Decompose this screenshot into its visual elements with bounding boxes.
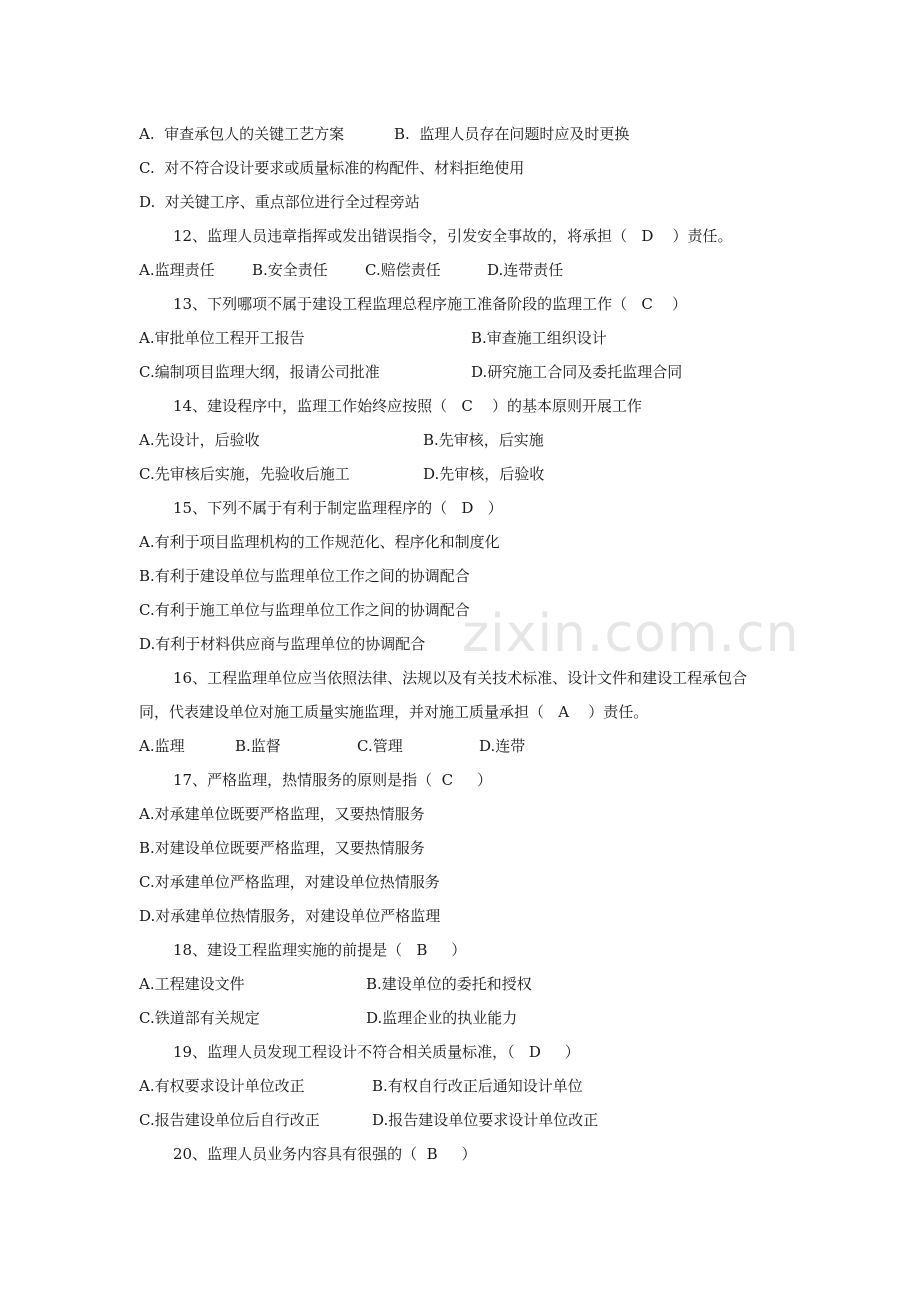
question-14: 14、建设程序中，监理工作始终应按照（ C ）的基本原则开展工作	[173, 397, 642, 415]
option-line: D.报告建设单位要求设计单位改正	[372, 1111, 599, 1129]
option-line: A.有权要求设计单位改正	[139, 1077, 305, 1095]
question-17: 17、严格监理，热情服务的原则是指（ C ）	[173, 771, 492, 789]
option-line: B.安全责任	[252, 261, 328, 279]
option-line: C.编制项目监理大纲，报请公司批准	[139, 363, 380, 381]
option-line: C.赔偿责任	[365, 261, 441, 279]
option-line: B. 监理人员存在问题时应及时更换	[394, 125, 630, 143]
option-line: D.对承建单位热情服务，对建设单位严格监理	[139, 907, 441, 925]
question-20: 20、监理人员业务内容具有很强的（ B ）	[173, 1145, 477, 1163]
question-13: 13、下列哪项不属于建设工程监理总程序施工准备阶段的监理工作（ C ）	[173, 295, 687, 313]
option-line: A.监理	[139, 737, 185, 755]
option-line: C.管理	[357, 737, 403, 755]
option-line: D. 对关键工序、重点部位进行全过程旁站	[139, 193, 420, 211]
question-18: 18、建设工程监理实施的前提是（ B ）	[173, 941, 467, 959]
option-line: C.有利于施工单位与监理单位工作之间的协调配合	[139, 601, 470, 619]
option-line: A.先设计，后验收	[139, 431, 260, 449]
option-line: A.监理责任	[139, 261, 215, 279]
option-line: D.先审核，后验收	[423, 465, 545, 483]
option-line: C.对承建单位严格监理，对建设单位热情服务	[139, 873, 440, 891]
question-16: 16、工程监理单位应当依照法律、法规以及有关技术标准、设计文件和建设工程承包合	[173, 669, 748, 687]
option-line: B.有利于建设单位与监理单位工作之间的协调配合	[139, 567, 470, 585]
option-line: B.有权自行改正后通知设计单位	[372, 1077, 583, 1095]
option-line: C.先审核后实施，先验收后施工	[139, 465, 350, 483]
question-19: 19、监理人员发现工程设计不符合相关质量标准，（ D ）	[173, 1043, 580, 1061]
option-line: B.建设单位的委托和授权	[366, 975, 532, 993]
option-line: C. 对不符合设计要求或质量标准的构配件、材料拒绝使用	[139, 159, 525, 177]
option-line: B.审查施工组织设计	[471, 329, 607, 347]
option-line: D.有利于材料供应商与监理单位的协调配合	[139, 635, 426, 653]
option-line: B.监督	[235, 737, 281, 755]
option-line: D.连带责任	[487, 261, 564, 279]
option-line: B.先审核，后实施	[423, 431, 544, 449]
question-15: 15、下列不属于有利于制定监理程序的（ D ）	[173, 499, 503, 517]
option-line: A.对承建单位既要严格监理，又要热情服务	[139, 805, 425, 823]
option-line: C.报告建设单位后自行改正	[139, 1111, 320, 1129]
option-line: D.监理企业的执业能力	[366, 1009, 518, 1027]
option-line: A.有利于项目监理机构的工作规范化、程序化和制度化	[139, 533, 500, 551]
option-line: A. 审查承包人的关键工艺方案	[139, 125, 345, 143]
option-line: D.连带	[479, 737, 526, 755]
option-line: C.铁道部有关规定	[139, 1009, 260, 1027]
watermark: zixin.com.cn	[462, 604, 800, 664]
question-12: 12、监理人员违章指挥或发出错误指令，引发安全事故的，将承担（ D ）责任。	[173, 227, 733, 245]
option-line: A.审批单位工程开工报告	[139, 329, 305, 347]
option-line: A.工程建设文件	[139, 975, 245, 993]
option-line: D.研究施工合同及委托监理合同	[471, 363, 683, 381]
option-line: B.对建设单位既要严格监理，又要热情服务	[139, 839, 425, 857]
question-16-continued: 同，代表建设单位对施工质量实施监理，并对施工质量承担（ A ）责任。	[139, 703, 649, 721]
